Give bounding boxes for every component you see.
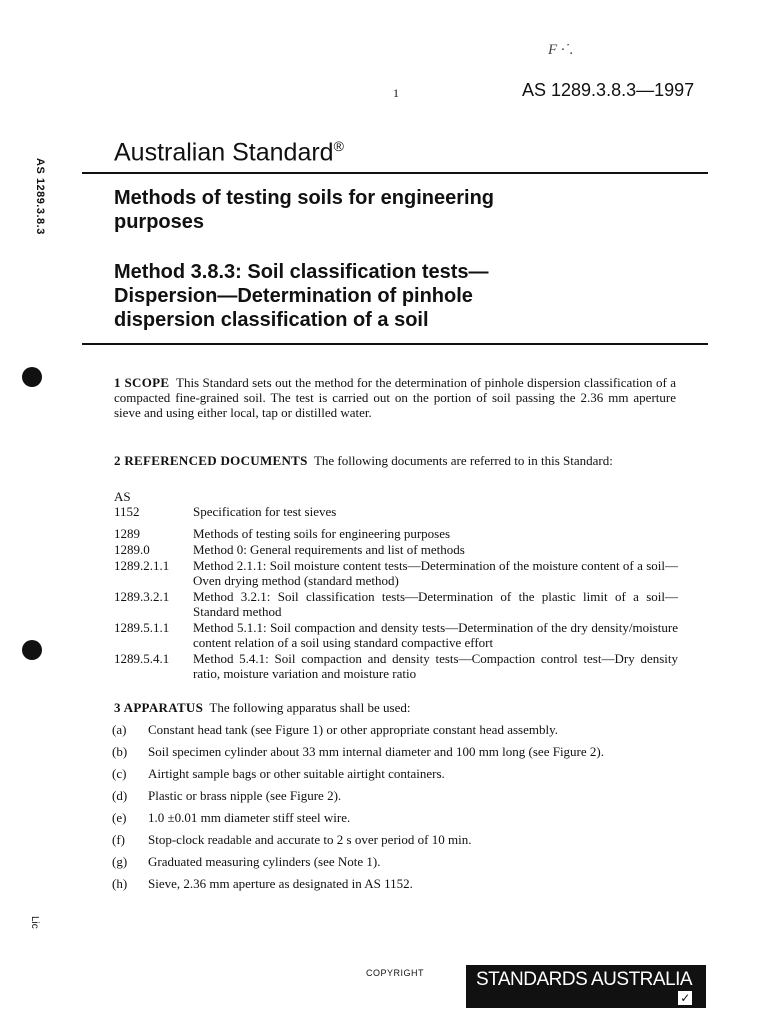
reference-description: Method 5.4.1: Soil compaction and density tests—Compaction control test—Dry density ratio, moisture variation and moisture ratio <box>193 651 678 681</box>
copyright-notice: COPYRIGHT <box>366 968 425 978</box>
item-text: Constant head tank (see Figure 1) or other appropriate constant head assembly. <box>148 722 558 737</box>
side-licence-mark: Lic <box>29 916 40 929</box>
list-item <box>114 651 678 681</box>
reference-code: 1289.2.1.1 <box>114 558 170 573</box>
item-text: Stop-clock readable and accurate to 2 s over period of 10 min. <box>148 832 472 847</box>
logo-text: STANDARDS AUSTRALIA <box>476 969 693 990</box>
list-item <box>112 832 678 847</box>
standards-australia-logo <box>466 965 706 1008</box>
list-item <box>114 589 678 619</box>
list-item <box>112 854 678 869</box>
method-title-line: Dispersion—Determination of pinhole <box>114 285 473 307</box>
item-text: Plastic or brass nipple (see Figure 2). <box>148 788 342 803</box>
reference-code: 1289 <box>114 526 140 541</box>
item-letter: (h) <box>112 876 128 891</box>
reference-description: Method 2.1.1: Soil moisture content tests—Determination of the moisture content of a soil—Oven drying method (standard method) <box>193 558 678 588</box>
item-letter: (g) <box>112 854 128 869</box>
list-item <box>112 744 678 759</box>
punch-hole <box>22 367 42 387</box>
item-letter: (a) <box>112 722 127 737</box>
item-letter: (f) <box>112 832 125 847</box>
tick-icon: ✓ <box>678 991 692 1005</box>
item-letter: (d) <box>112 788 128 803</box>
brand-text: Australian Standard <box>114 138 334 167</box>
references-list <box>114 489 678 682</box>
item-letter: (c) <box>112 766 127 781</box>
item-text: Graduated measuring cylinders (see Note 1). <box>148 854 381 869</box>
references-prefix: AS <box>114 489 131 504</box>
reference-description: Method 3.2.1: Soil classification tests—Determination of the plastic limit of a soil—Standard method <box>193 589 678 619</box>
document-title <box>114 186 674 234</box>
apparatus-heading: 3 APPARATUS <box>114 700 204 715</box>
references-intro-text: The following documents are referred to in this Standard: <box>313 453 613 468</box>
reference-code: 1289.3.2.1 <box>114 589 170 604</box>
top-rule <box>82 172 708 174</box>
method-title <box>114 260 674 332</box>
reference-code: 1289.0 <box>114 542 150 557</box>
scope-heading: 1 SCOPE <box>114 375 170 390</box>
title-line: purposes <box>114 211 205 233</box>
brand-heading <box>114 138 344 167</box>
title-line: Methods of testing soils for engineering <box>114 187 495 209</box>
apparatus-list <box>112 722 678 898</box>
registered-mark: ® <box>333 138 344 154</box>
item-text: Sieve, 2.36 mm aperture as designated in AS 1152. <box>148 876 413 891</box>
item-text: Soil specimen cylinder about 33 mm internal diameter and 100 mm long (see Figure 2). <box>148 744 604 759</box>
list-item <box>112 788 678 803</box>
bottom-rule <box>82 343 708 345</box>
reference-code: 1152 <box>114 504 140 519</box>
list-item <box>114 504 678 519</box>
reference-description: Method 0: General requirements and list of methods <box>193 542 465 557</box>
reference-description: Methods of testing soils for engineering purposes <box>193 526 451 541</box>
list-item <box>114 620 678 650</box>
apparatus-intro <box>114 700 676 715</box>
method-title-line: dispersion classification of a soil <box>114 309 429 331</box>
references-intro <box>114 453 676 468</box>
list-item <box>114 558 678 588</box>
scope-body: This Standard sets out the method for the determination of pinhole dispersion classification of a compacted fine-grained soil. The test is carried out on the portion of soil passing the 2.36 mm aperture sieve and using either local, tap or distilled water. <box>114 375 676 420</box>
reference-description: Method 5.1.1: Soil compaction and density tests—Determination of the dry density/moisture content relation of a soil using standard compactive effort <box>193 620 678 650</box>
standard-number: AS 1289.3.8.3—1997 <box>522 80 695 100</box>
list-item <box>112 810 678 825</box>
references-heading: 2 REFERENCED DOCUMENTS <box>114 453 308 468</box>
reference-description: Specification for test sieves <box>193 504 337 519</box>
item-letter: (b) <box>112 744 128 759</box>
reference-code: 1289.5.1.1 <box>114 620 170 635</box>
reference-code: 1289.5.4.1 <box>114 651 170 666</box>
apparatus-intro-text: The following apparatus shall be used: <box>209 700 411 715</box>
side-standard-id: AS 1289.3.8.3 <box>34 158 46 235</box>
item-text: 1.0 ±0.01 mm diameter stiff steel wire. <box>148 810 351 825</box>
page-number: 1 <box>393 86 399 100</box>
item-text: Airtight sample bags or other suitable airtight containers. <box>148 766 445 781</box>
scope-section <box>114 375 676 420</box>
item-letter: (e) <box>112 810 127 825</box>
list-item <box>112 766 678 781</box>
handwritten-mark: F ·˙. <box>548 42 574 58</box>
list-item <box>114 542 678 557</box>
list-item <box>112 876 678 891</box>
method-title-line: Method 3.8.3: Soil classification tests— <box>114 261 489 283</box>
punch-hole <box>22 640 42 660</box>
list-item <box>114 526 678 541</box>
list-item <box>112 722 678 737</box>
